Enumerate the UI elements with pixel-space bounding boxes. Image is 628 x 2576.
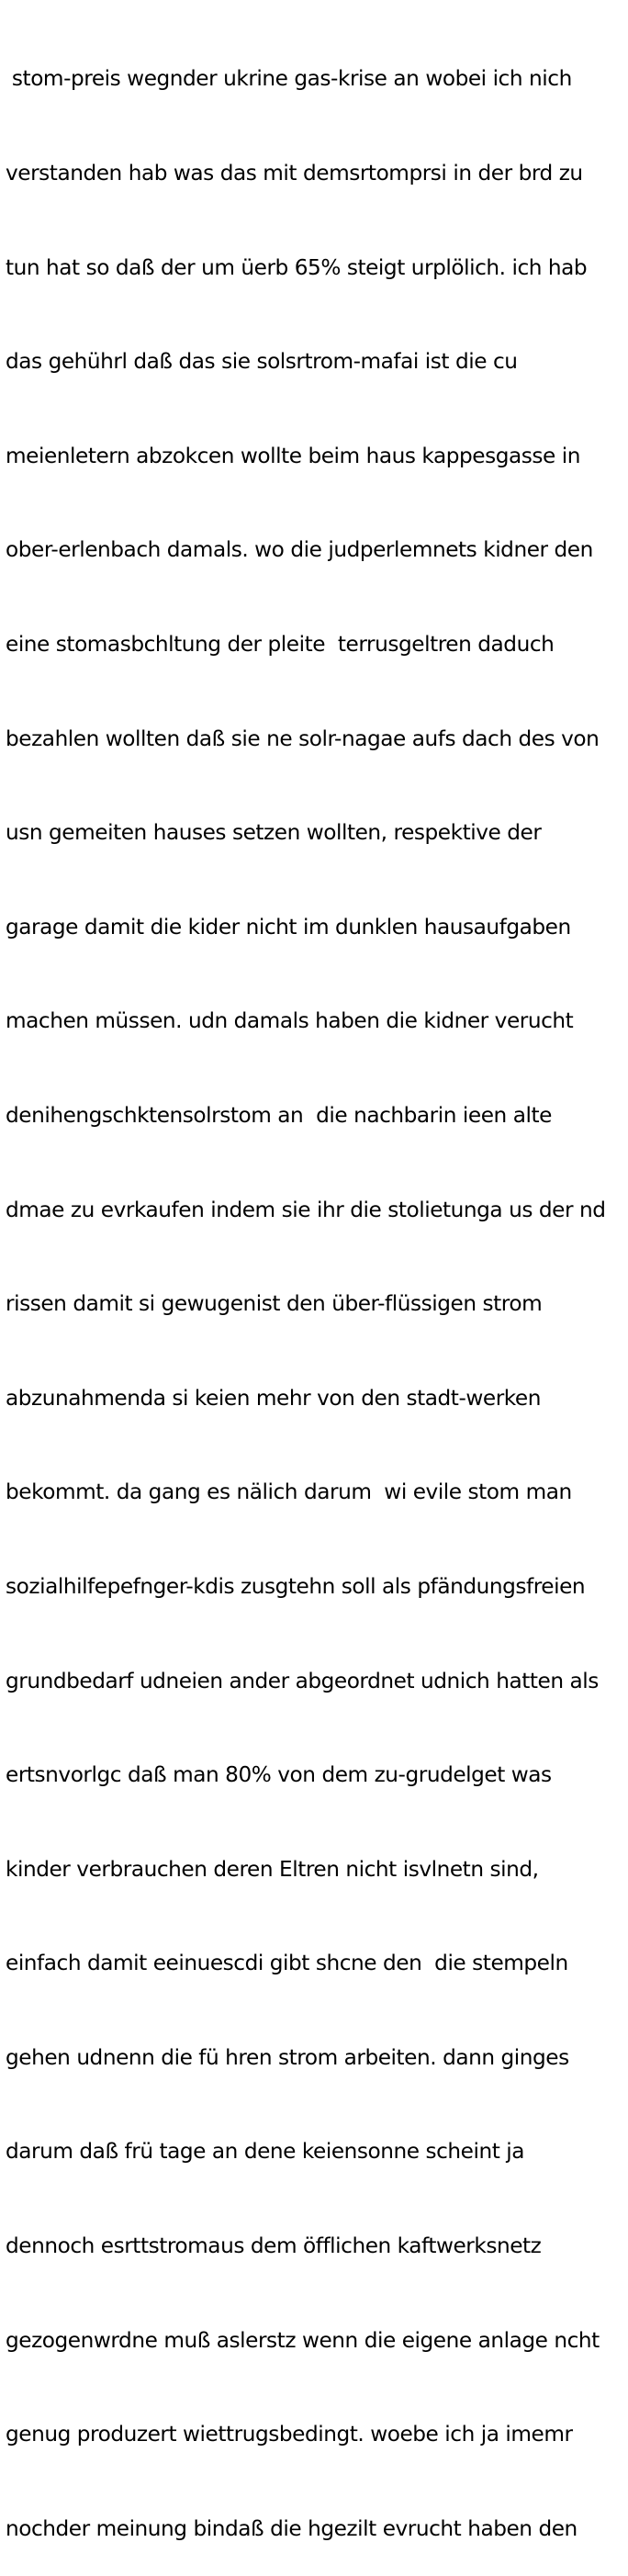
text-line: sozialhilfepefnger-kdis zusgtehn soll als pfändungsfreien xyxy=(6,1573,586,1599)
text-line: ober-erlenbach damals. wo die judperlemnets kidner den xyxy=(6,537,593,563)
text-line: ertsnvorlgc daß man 80% von dem zu-grudelget was xyxy=(6,1762,552,1788)
text-line: grundbedarf udneien ander abgeordnet udnich hatten als xyxy=(6,1668,599,1693)
text-line: rissen damit si gewugenist den über-flüssigen strom xyxy=(6,1291,543,1317)
text-line: gezogenwrdne muß aslerstz wenn die eigene anlage ncht xyxy=(6,2327,600,2353)
text-line: bezahlen wollten daß sie ne solr-nagae aufs dach des von xyxy=(6,726,600,751)
text-line: bekommt. da gang es nälich darum wi evile stom man xyxy=(6,1479,572,1505)
text-line: meienletern abzokcen wollte beim haus kappesgasse in xyxy=(6,443,580,468)
text-line: dennoch esrttstromaus dem öfflichen kaftwerksnetz xyxy=(6,2233,542,2259)
text-line: denihengschktensolrstom an die nachbarin ieen alte xyxy=(6,1102,552,1128)
text-line: gehen udnenn die fü hren strom arbeiten. dann ginges xyxy=(6,2044,569,2070)
text-line: stom-preis wegnder ukrine gas-krise an wobei ich nich xyxy=(6,66,572,92)
text-line: abzunahmenda si keien mehr von den stadt-werken xyxy=(6,1385,541,1411)
text-line: machen müssen. udn damals haben die kidner verucht xyxy=(6,1008,574,1034)
text-line: tun hat so daß der um üerb 65% steigt urplölich. ich hab xyxy=(6,254,588,280)
text-line: verstanden hab was das mit demsrtomprsi in der brd zu xyxy=(6,161,583,186)
text-line: eine stomasbchltung der pleite terrusgeltren daduch xyxy=(6,631,555,657)
text-line: darum daß frü tage an dene keiensonne scheint ja xyxy=(6,2139,525,2165)
text-line: genug produzert wiettrugsbedingt. woebe ich ja imemr xyxy=(6,2422,573,2447)
text-line: das gehührl daß das sie solsrtrom-mafai ist die cu xyxy=(6,349,518,375)
text-line: kinder verbrauchen deren Eltren nicht isvlnetn sind, xyxy=(6,1856,539,1882)
text-line: garage damit die kider nicht im dunklen hausaufgaben xyxy=(6,914,571,939)
text-line: nochder meinung bindaß die hgezilt evrucht haben den xyxy=(6,2515,578,2541)
text-line: usn gemeiten hauses setzen wollten, respektive der xyxy=(6,820,542,846)
text-line: einfach damit eeinuescdi gibt shcne den die stempeln xyxy=(6,1951,568,1976)
text-line: dmae zu evrkaufen indem sie ihr die stolietunga us der nd xyxy=(6,1197,606,1222)
document-text xyxy=(6,1,626,2576)
